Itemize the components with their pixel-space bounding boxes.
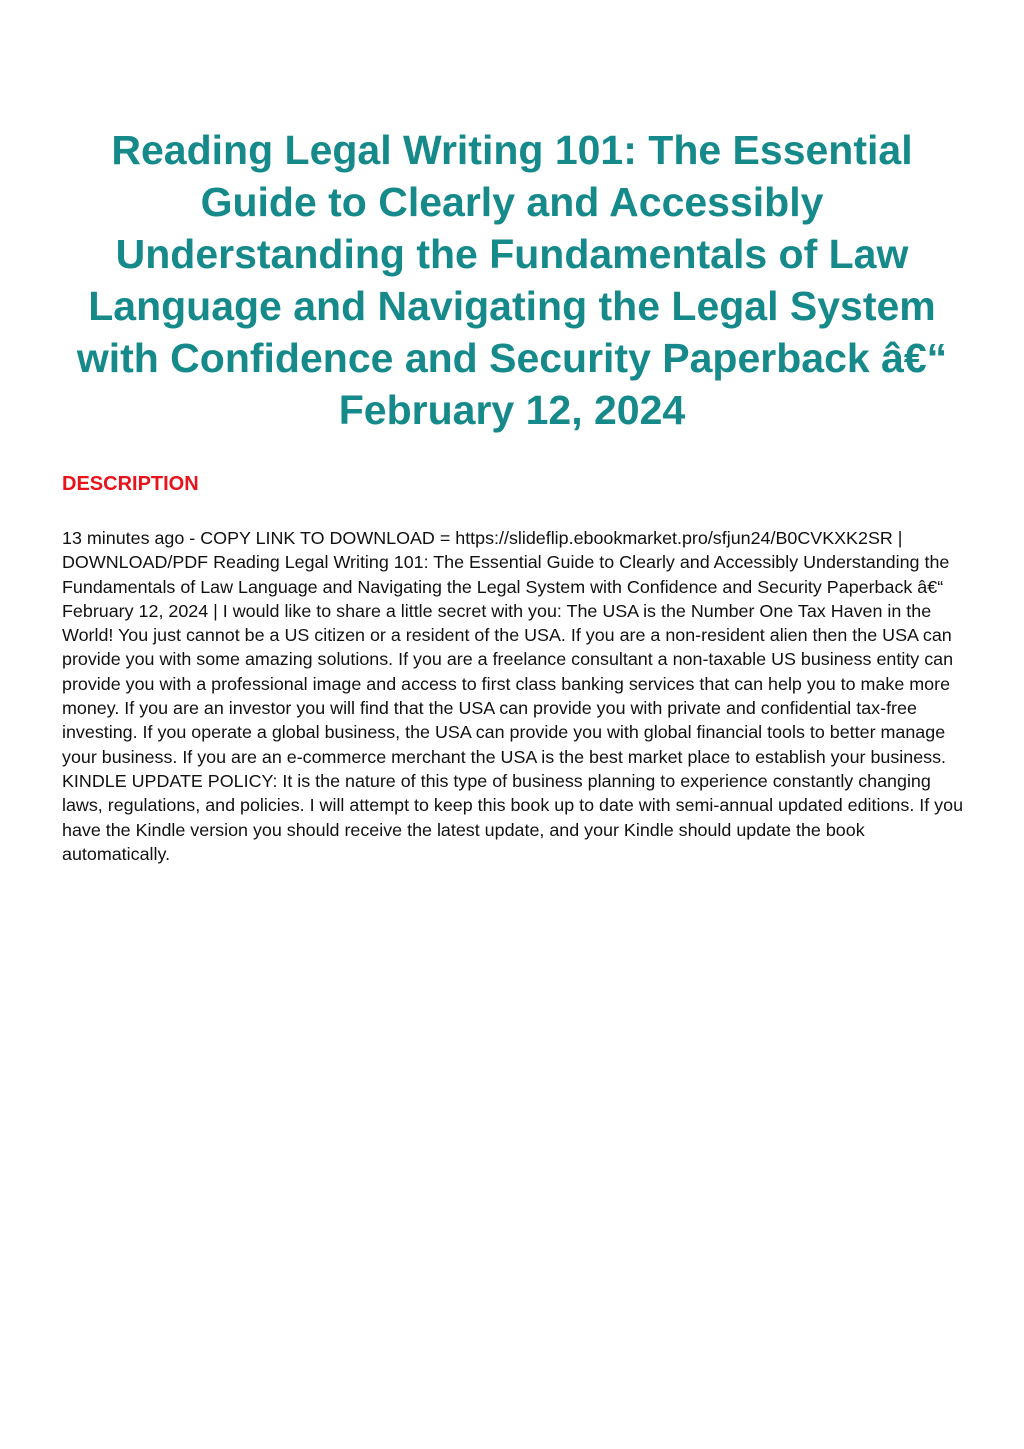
description-heading: DESCRIPTION bbox=[62, 473, 199, 495]
description-text: 13 minutes ago - COPY LINK TO DOWNLOAD = https://slideflip.ebookmarket.pro/sfjun24/B0CVKXK2SR | DOWNLOAD/PDF Reading Legal Writing 101: The Essential Guide to Clearly and Accessibly Understanding the Fundamentals of Law Language and Navigating the Legal System with Confidence and Security Paperback â€“ February 12, 2024 | I would like to share a little secret with you: The USA is the Number One Tax Haven in the World! You just cannot be a US citizen or a resident of the USA. If you are a non-resident alien then the USA can provide you with some amazing solutions. If you are a freelance consultant a non-taxable US business entity can provide you with a professional image and access to first class banking services that can help you to make more money. If you are an investor you will find that the USA can provide you with private and confidential tax-free investing. If you operate a global business, the USA can provide you with global financial tools to better manage your business. If you are an e-commerce merchant the USA is the best market place to establish your business. KINDLE UPDATE POLICY: It is the nature of this type of business planning to experience constantly changing laws, regulations, and policies. I will attempt to keep this book up to date with semi-annual updated editions. If you have the Kindle version you should receive the latest update, and your Kindle should update the book automatically. bbox=[62, 528, 964, 864]
document-title: Reading Legal Writing 101: The Essential Guide to Clearly and Accessibly Understanding the Fundamentals of Law Language and Navigating the Legal System with Confidence and Security Paperback â€“ February 12, 2024 bbox=[76, 127, 948, 433]
